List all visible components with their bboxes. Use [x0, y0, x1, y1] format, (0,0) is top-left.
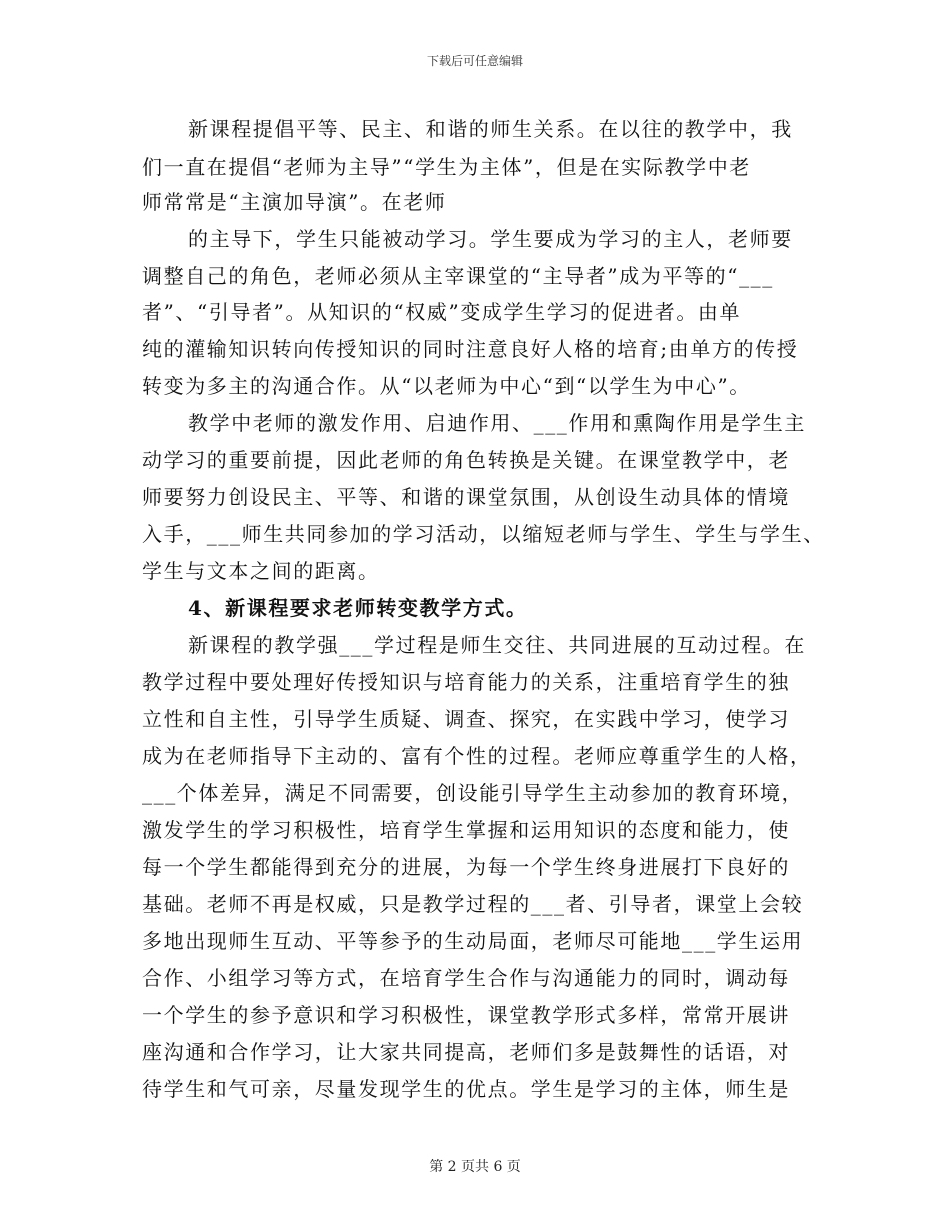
paragraph-line: 动学习的重要前提，因此老师的角色转换是关键。在课堂教学中，老: [142, 448, 790, 472]
paragraph-line: 新课程的教学强___学过程是师生交往、共同进展的互动过程。在: [188, 633, 806, 657]
paragraph-line: 师常常是“主演加导演”。在老师: [142, 190, 447, 214]
paragraph-line: 立性和自主性，引导学生质疑、调查、探究，在实践中学习，使学习: [142, 707, 790, 731]
paragraph-line: 师要努力创设民主、平等、和谐的课堂氛围，从创设生动具体的情境: [142, 485, 790, 509]
paragraph-line: 调整自己的角色，老师必须从主宰课堂的“主导者”成为平等的“___: [142, 264, 774, 288]
paragraph-line: 成为在老师指导下主动的、富有个性的过程。老师应尊重学生的人格，: [142, 744, 812, 768]
paragraph-line: 新课程提倡平等、民主、和谐的师生关系。在以往的教学中，我: [188, 117, 793, 141]
paragraph-line: 学生与文本之间的距离。: [142, 559, 380, 583]
paragraph-line: 激发学生的学习积极性，培育学生掌握和运用知识的态度和能力，使: [142, 818, 790, 842]
paragraph-line: 入手，___师生共同参加的学习活动，以缩短老师与学生、学生与学生、: [142, 522, 825, 546]
paragraph-line: 座沟通和合作学习，让大家共同提高，老师们多是鼓舞性的话语，对: [142, 1040, 790, 1064]
paragraph-line: 多地出现师生互动、平等参予的生动局面，老师尽可能地___学生运用: [142, 929, 804, 953]
paragraph-line: 者”、“引导者”。从知识的“权威”变成学生学习的促进者。由单: [142, 300, 742, 324]
paragraph-line: 一个学生的参予意识和学习积极性，课堂教学形式多样，常常开展讲: [142, 1003, 790, 1027]
paragraph-line: ___个体差异，满足不同需要，创设能引导学生主动参加的教育环境，: [142, 781, 804, 805]
section-heading: 4、新课程要求老师转变教学方式。: [188, 596, 528, 620]
page-number: 第 2 页共 6 页: [429, 1159, 521, 1175]
paragraph-line: 的主导下，学生只能被动学习。学生要成为学习的主人，老师要: [188, 227, 793, 251]
paragraph-line: 教学中老师的激发作用、启迪作用、___作用和熏陶作用是学生主: [188, 411, 806, 435]
paragraph-line: 基础。老师不再是权威，只是教学过程的___者、引导者，课堂上会较: [142, 892, 804, 916]
paragraph-line: 每一个学生都能得到充分的进展，为每一个学生终身进展打下良好的: [142, 855, 790, 879]
paragraph-line: 们一直在提倡“老师为主导”“学生为主体”，但是在实际教学中老: [142, 155, 751, 179]
paragraph-line: 教学过程中要处理好传授知识与培育能力的关系，注重培育学生的独: [142, 670, 790, 694]
page-header: 下载后可任意编辑: [426, 54, 523, 68]
paragraph-line: 待学生和气可亲，尽量发现学生的优点。学生是学习的主体，师生是: [142, 1077, 790, 1101]
paragraph-line: 转变为多主的沟通合作。从“以老师为中心“到“以学生为中心”。: [142, 374, 751, 398]
paragraph-line: 合作、小组学习等方式，在培育学生合作与沟通能力的同时，调动每: [142, 966, 790, 990]
paragraph-line: 纯的灌输知识转向传授知识的同时注意良好人格的培育;由单方的传授: [142, 337, 799, 361]
